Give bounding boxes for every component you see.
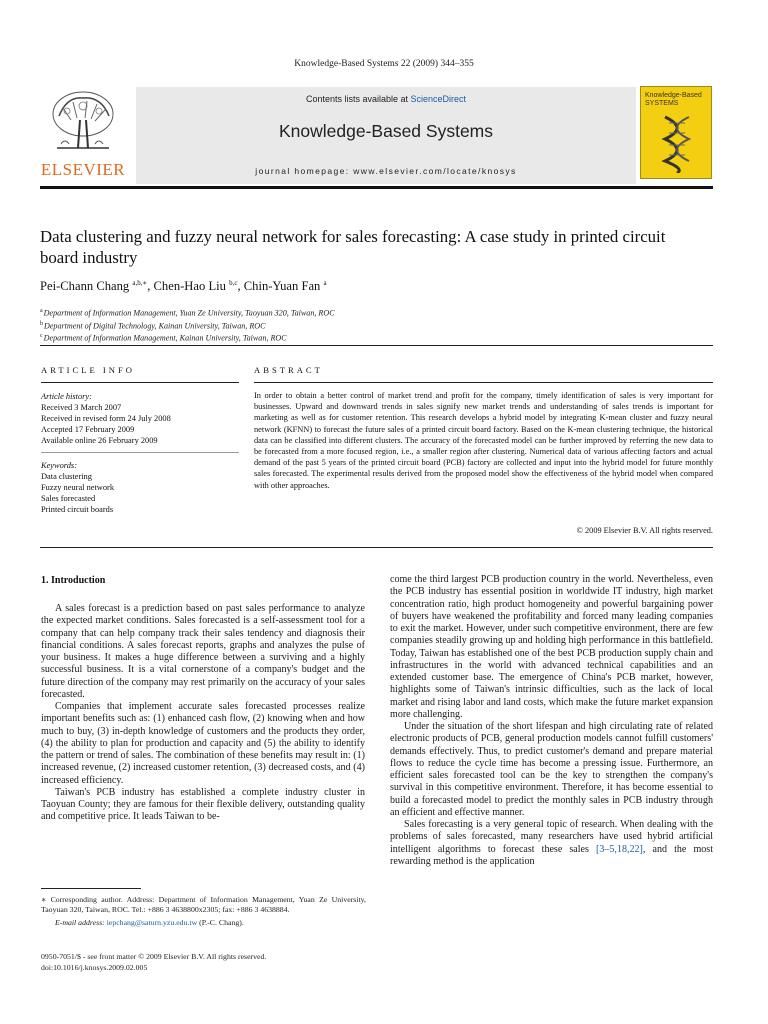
section-heading-introduction: 1. Introduction [41,575,106,586]
body-paragraph: A sales forecast is a prediction based on past sales performance to analyze the expected market conditions. Sales forecasted is a self-assessment tool for a company that can help company track their sales tendency and diagnosis their financial conditions. A sales forecast reports, graphs and analyzes the pulse of your business. It makes a huge difference between a surviving and a highly successful business. It is a vital cornerstone of a company's budget and the future direction of the company may rest primarily on the accuracy of your sales forecasted. [41,603,365,700]
keywords [41,460,241,515]
cover-title: Knowledge-Based SYSTEMS [645,92,702,107]
affiliations [40,306,710,344]
keyword-item: Printed circuit boards [41,505,114,514]
author-affil-marks: a [323,279,327,287]
journal-citation: Knowledge-Based Systems 22 (2009) 344–355 [294,59,474,69]
body-paragraph: come the third largest PCB production country in the world. Nevertheless, even the PCB industry has essential position in worldwide IT industry, high market concentration ratio, high product homogeneity and powerful bargaining power of buyers have weakened the profitability and forced many leading companies to exit the market. However, under such competitive environment, there are few companies steadily growing up and holding high performance in this battlefield. Today, Taiwan has established one of the best PCB production supply chain and infrastructures in the world with advanced technical capabilities and an extended customer base. The emergence of China's PCB market, however, highlights some of Taiwan's intrinsic difficulties, such as the lack of local market and rising labor and land costs, which make the future market expansion more challenging. [390,574,713,720]
body-left-column [41,603,365,824]
keyword-item: Fuzzy neural network [41,483,115,492]
history-item: Received 3 March 2007 [41,403,122,412]
footnote-text: ∗ Corresponding author. Address: Department of Information Management, Yuan Ze University, Taoyuan 320, Taiwan, ROC. Tel.: +886 3 4638800x2305; fax: +886 3 4638884. [41,895,366,915]
cover-dna-icon [655,113,699,173]
body-paragraph: Taiwan's PCB industry has established a complete industry cluster in Taoyuan County; they are famous for their flexible delivery, outstanding quality and competitive price. It leads Taiwan to be- [41,786,365,823]
article-info-label: ARTICLE INFO [41,365,135,375]
citation-link[interactable]: [3–5,18,22] [596,843,643,855]
body-right-column [390,574,713,868]
affiliation-item: $^c$Department of Information Management, Kainan University, Taiwan, ROC [40,333,287,344]
history-item: Accepted 17 February 2009 [41,425,135,434]
author-name[interactable]: Chen-Hao Liu [153,279,226,294]
journal-banner [136,87,636,184]
body-top-rule [40,547,713,548]
contents-prefix: Contents lists available at [305,94,411,104]
elsevier-tree-icon [47,86,119,156]
body-paragraph: Under the situation of the short lifespan and high circulating rate of related electronic products of PCB, general production models cannot fulfill customers' demands effectively. Thus, to predict customer's demand and prepare material flows to reduce the cycle time has become a pressing issue. Furthermore, an efficient sales forecasted tool can be the key to strengthen the company's survival in this competitive environment. Therefore, it has become essential to build a forecasted model to predict the monthly sales in PCB industry through an efficient and effective manner. [390,721,713,818]
journal-cover-image [640,86,712,179]
abstract-rule [254,382,713,383]
history-item: Available online 26 February 2009 [41,436,158,445]
header-rule [40,186,713,189]
corresponding-author-footnote [41,895,366,929]
body-paragraph: Companies that implement accurate sales forecasted processes realize important benefits such as: (1) enhanced cash flow, (2) knowing when and how much to buy, (3) in-depth knowledge of customers and the products they order, (4) the ability to plan for production and capacity and (5) the ability to identify the pattern or trend of sales. The combination of these benefits may result in: (1) increased revenue, (2) increased customer retention, (3) decreased costs, and (4) increased efficiency. [41,701,365,786]
front-matter-info [41,951,366,973]
author-name[interactable]: Pei-Chann Chang [40,279,130,294]
abstract-text: In order to obtain a better control of market trend and profit for the company, timely identification of sales is very important for businesses. Upward and downward trends in sales signify new market trends and understanding of sales trends is important for marketing as well as for customer retention. This research develops a hybrid model by integrating K-mean cluster and fuzzy neural network (KFNN) to forecast the future sales of a printed circuit board factory. Based on the K-mean clustering technique, the historical data can be classified into different clusters. The accuracy of the forecasted model can be further improved by referring the new data to be forecasted from a more focused region, i.e., a smaller region after clustering. Numerical data of various affecting factors and actual demand of the past 5 years of the printed circuit board (PCB) factory are collected and input into the hybrid model for future monthly sales forecasted. The experimental results derived from the proposed model show the effectiveness of the hybrid model when compared with other approaches. [254,391,713,490]
paper-title: Data clustering and fuzzy neural network for sales forecasting: A case study in printed circuit board industry [40,227,666,267]
author-name[interactable]: Chin-Yuan Fan [243,279,321,294]
article-history [41,391,241,446]
journal-homepage[interactable]: journal homepage: www.elsevier.com/locate/knosys [255,166,517,176]
history-item: Received in revised form 24 July 2008 [41,414,171,423]
elsevier-logo [40,86,126,180]
publisher-wordmark: ELSEVIER [40,160,126,179]
journal-name: Knowledge-Based Systems [279,121,493,141]
keywords-rule [41,452,239,453]
abstract-label: ABSTRACT [254,365,323,375]
doi-line[interactable]: doi:10.1016/j.knosys.2009.02.005 [41,963,148,972]
section-rule [40,345,713,346]
footnote-email: E-mail address: iepchang@saturn.yzu.edu.tw (P.-C. Chang). [55,918,244,928]
author-affil-marks: b,c [229,279,238,287]
sciencedirect-link[interactable]: ScienceDirect [410,94,467,104]
author-affil-marks: a,b,∗ [132,279,148,287]
issn-line: 0950-7051/$ - see front matter © 2009 Elsevier B.V. All rights reserved. [41,952,267,961]
author-list: Pei-Chann Chang $^{a,b,∗}$, Chen-Hao Liu $^{b,c}$, Chin-Yuan Fan $^a$ [40,279,327,294]
body-paragraph: Sales forecasting is a very general topic of research. When dealing with the problems of sales forecasted, many researchers have used hybrid artificial intelligent algorithms to forecast these sales [3–5,18,22], and the most rewarding method is the application [390,819,713,867]
abstract-copyright: © 2009 Elsevier B.V. All rights reserved. [576,526,713,535]
footnote-rule [41,888,141,889]
keywords-label: Keywords: [41,461,77,470]
contents-line [136,94,636,104]
affiliation-item: $^a$Department of Information Management, Yuan Ze University, Taoyuan 320, Taiwan, ROC [40,308,335,318]
keyword-item: Sales forecasted [41,494,96,503]
article-info-rule [41,382,239,383]
affiliation-item: $^b$Department of Digital Technology, Kainan University, Taiwan, ROC [40,320,266,331]
email-link[interactable]: iepchang@saturn.yzu.edu.tw [106,918,198,928]
keyword-item: Data clustering [41,472,92,481]
history-label: Article history: [41,392,92,401]
